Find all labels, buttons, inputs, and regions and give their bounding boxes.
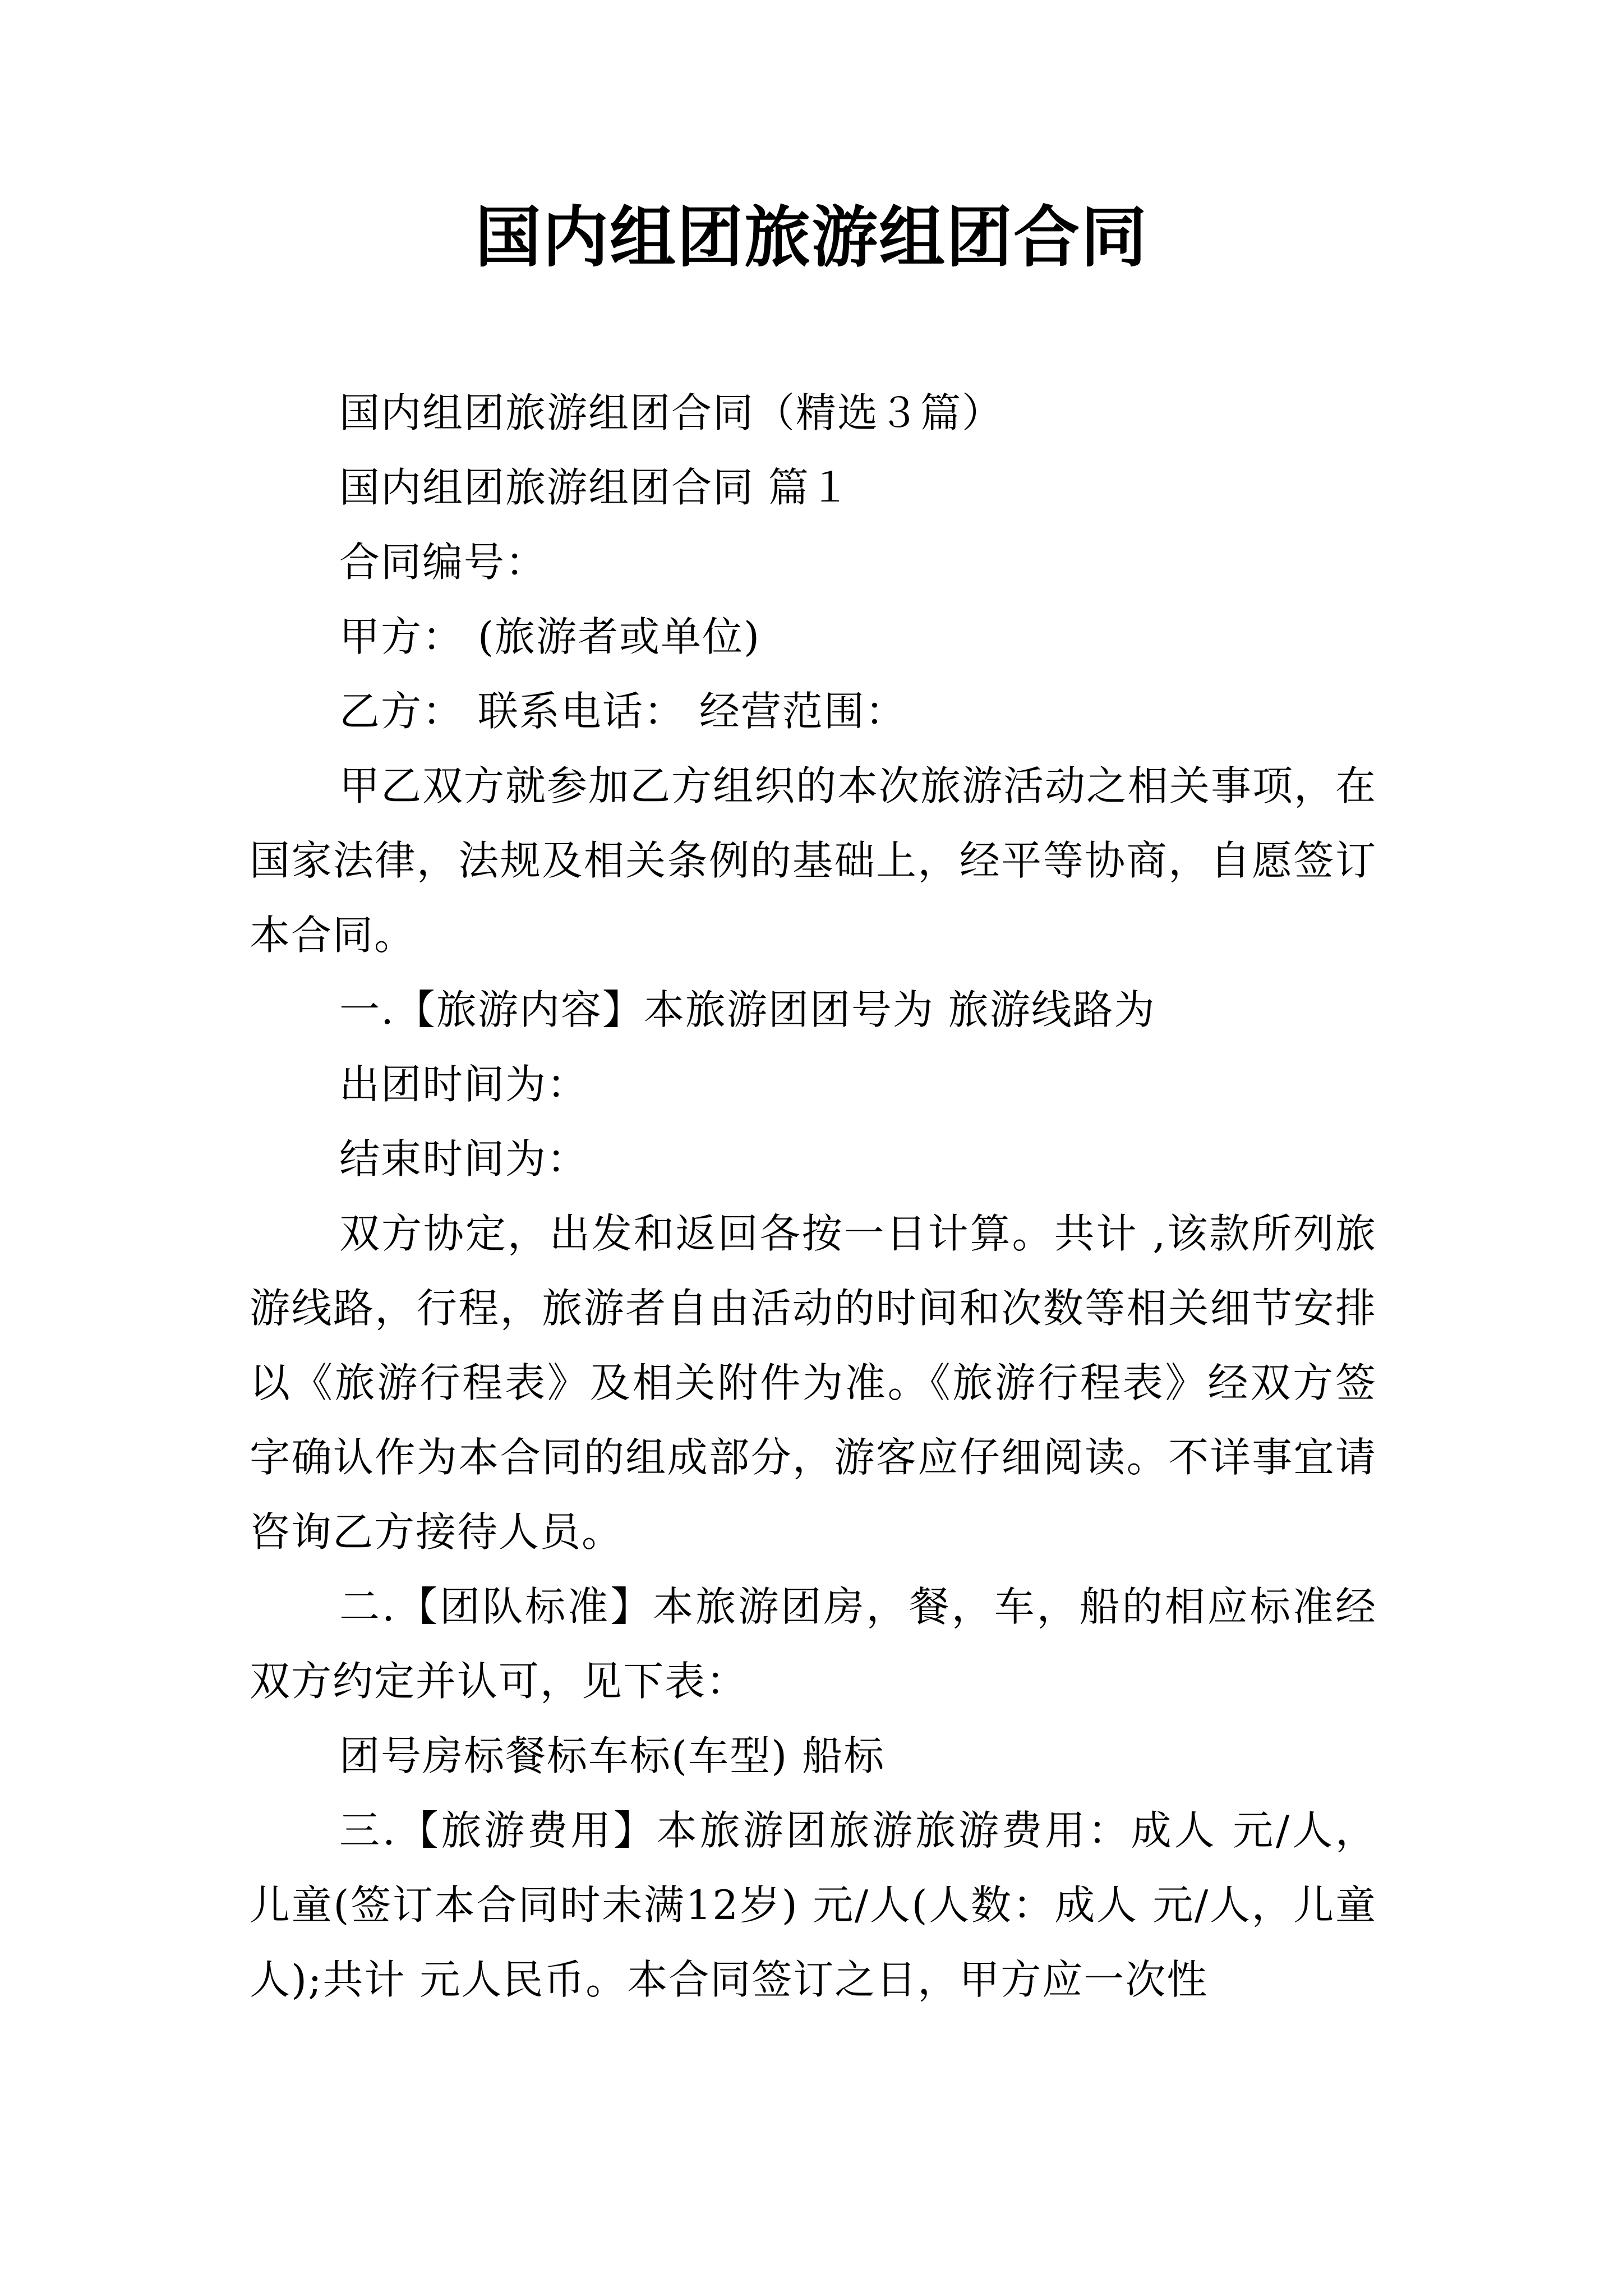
section-heading: 国内组团旅游组团合同 篇１ (339, 464, 851, 511)
clause-1-paragraph: 一.【旅游内容】本旅游团团号为 旅游线路为 (339, 986, 1156, 1033)
document-body (250, 376, 1377, 2017)
subtitle-paragraph: 国内组团旅游组团合同（精选３篇） (339, 389, 1004, 436)
itinerary-paragraph: 双方协定，出发和返回各按一日计算。共计 ,该款所列旅游线路，行程，旅游者自由活动的时间和次数等相关细节安排以《旅游行程表》及相关附件为准。《旅游行程表》经双方签字确认作为本合同的组成部分，游客应仔细阅读。不详事宜请咨询乙方接待人员。 (250, 1210, 1377, 1556)
document-title: 国内组团旅游组团合同 (474, 198, 1148, 276)
party-b-line: 乙方： 联系电话： 经营范围： (339, 688, 907, 735)
standards-table-line: 团号房标餐标车标(车型) 船标 (339, 1732, 886, 1779)
departure-time-line: 出团时间为： (339, 1061, 589, 1108)
clause-2-paragraph: 二.【团队标准】本旅游团房，餐，车，船的相应标准经双方约定并认可，见下表： (250, 1583, 1377, 1705)
party-a-line: 甲方： (旅游者或单位) (339, 613, 761, 660)
preamble-paragraph: 甲乙双方就参加乙方组织的本次旅游活动之相关事项，在国家法律，法规及相关条例的基础上，经平等协商，自愿签订本合同。 (250, 762, 1377, 959)
clause-3-paragraph: 三.【旅游费用】本旅游团旅游旅游费用：成人 元/人，儿童(签订本合同时未满12岁) 元/人(人数：成人 元/人，儿童 人);共计 元人民币。本合同签订之日，甲方应一次性 (250, 1807, 1377, 2003)
contract-number-line: 合同编号： (339, 539, 547, 586)
end-time-line: 结束时间为： (339, 1135, 589, 1182)
